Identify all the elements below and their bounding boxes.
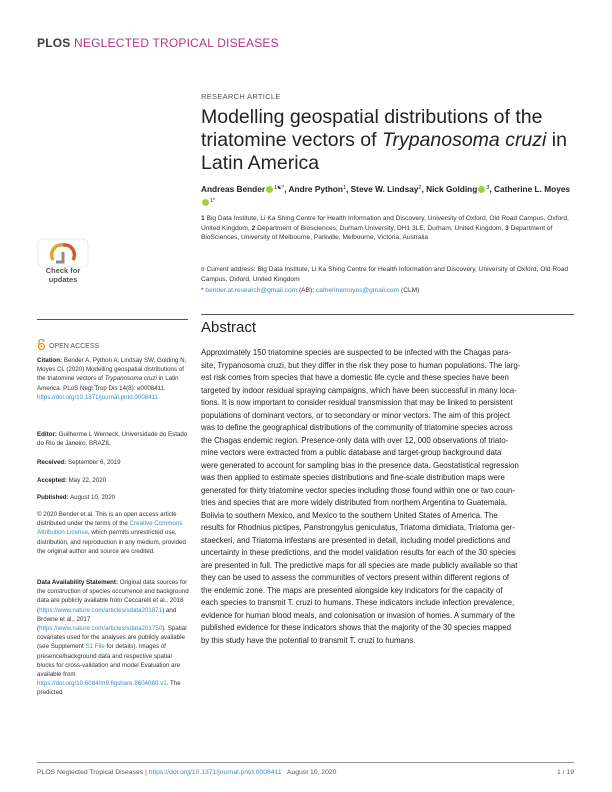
abstract-line: Bolivia to southern Mexico, and Mexico to the southern United States of America. The (201, 510, 498, 520)
abstract-line: generated for thirty triatomine vector species including those found within one or two coun- (201, 485, 515, 495)
email-link[interactable]: catherinemoyes@gmail.com (315, 287, 400, 294)
data-link-2[interactable]: https://www.nature.com/articles/sdata201750 (39, 625, 163, 633)
check-updates-label[interactable]: Check for updates (45, 266, 81, 284)
page-number: 1 / 19 (556, 769, 574, 776)
abstract-line: tries and species that are more widely distributed from northern Argentina to Guatemala, (201, 498, 508, 507)
affiliation-num: 3 (505, 224, 509, 232)
copyright-text-2: , which permits unrestricted use, distribution, and reproduction in any medium, provided the original author and source are credited. (37, 529, 186, 555)
orcid-icon[interactable] (478, 186, 485, 193)
title-part-2: in Latin America (201, 129, 567, 174)
abstract-line: was to define the geographical distributions of the community of triatomine species across (201, 423, 513, 432)
open-access (37, 339, 99, 350)
abstract-line: populations of dominant vectors, or to secondary or minor vectors. The aim of this project (201, 410, 510, 420)
author-sup: 1 (342, 185, 347, 191)
abstract-line: was then applied to estimate species distributions and fine-scale distribution maps were (201, 473, 505, 482)
email-link[interactable]: bender.at.research@gmail.com (205, 287, 298, 294)
author-name[interactable]: Nick Golding (426, 184, 478, 194)
abstract-line: they can be used to assess the communities of vectors present within different regions of (201, 573, 510, 582)
footer-doi-link[interactable]: https://doi.org/10.1371/journal.pntd.0008411 (148, 769, 282, 776)
author-sup: 3 (486, 185, 490, 191)
citation-label: Citation: (37, 357, 63, 364)
abstract-line: results for Rhodnius pictipes, Panstrongylus geniculatus, Triatoma dimidiata, Triatoma ger- (201, 523, 515, 532)
author-name[interactable]: Andre Python (288, 184, 343, 194)
email-tag: (CLM) (401, 287, 420, 294)
received-date: September 6, 2019 (67, 459, 121, 466)
data-link-3[interactable]: S1 File (85, 643, 105, 651)
published-date: August 10, 2020 (70, 494, 116, 501)
current-address: ¤ Current address: Big Data Institute, Li Ka Shing Centre for Health Information and Discovery, University of Oxford, Old Road Campus, Oxford, United Kingdom (201, 266, 569, 283)
open-access-label: OPEN ACCESS (49, 343, 100, 350)
abstract-line: published evidence for these indicators shows that the majority of the 30 species mapped (201, 623, 512, 632)
citation-text-2: in Latin America. PLoS Negl Trop Dis 14(8): e0008411. (37, 375, 179, 392)
abstract-line: are presented in full. The predictive maps for all species are made publicly available so that (201, 560, 518, 570)
author-sup: 2 (418, 185, 422, 191)
author-list: Andreas Bender $^{1☯*}$, Andre Python$^1$, Steve W. Lindsay$^2$, Nick Golding $^3$, Catherine L. Moyes$^{1*}$ (201, 184, 571, 204)
accepted-block (37, 476, 190, 485)
accepted-date: May 22, 2020 (68, 477, 107, 484)
data-availability-block (37, 578, 190, 698)
title-italic: Trypanosoma cruzi (382, 129, 547, 151)
abstract-line: Approximately 150 triatomine species are suspected to be infected with the Chagas para- (201, 348, 512, 357)
received-label: Received: (37, 459, 67, 466)
data-link-1[interactable]: https://www.nature.com/articles/sdata201871 (39, 606, 163, 614)
footer-journal: PLOS Neglected Tropical Diseases (37, 769, 144, 776)
main-divider (201, 314, 574, 315)
editor-text: Guilherme L Werneck, Universidade do Estado do Rio de Janeiro, BRAZIL (37, 431, 188, 448)
published-block (37, 493, 190, 502)
article-title (201, 106, 571, 175)
abstract-line: mine vectors were extracted from a public database and target-group background data (201, 448, 502, 457)
citation-doi-link[interactable]: https://doi.org/10.1371/journal.pntd.0008411 (37, 393, 158, 401)
corresponding-emails: * bender.at.research@gmail.com (AB); catherinemoyes@gmail.com (CLM) (201, 287, 420, 294)
affiliation-num: 2 (251, 224, 256, 232)
footer-date: August 10, 2020 (286, 769, 337, 776)
page-footer (37, 769, 336, 776)
author-name[interactable]: Andreas Bender (201, 184, 266, 194)
citation-text: Bender A, Python A, Lindsay SW, Golding N, Moyes CL (2020) Modelling geospatial distributions of the triatomine vectors of (37, 357, 187, 383)
article-type: RESEARCH ARTICLE (201, 92, 281, 101)
abstract-line: by this study have the potential to transmit T. cruzi to humans. (201, 635, 416, 645)
open-lock-icon (37, 339, 46, 350)
author-sup: 1* (210, 197, 216, 204)
affiliation-text: Department of Biosciences, Durham University, DH1 3LE, Durham, United Kingdom, (257, 224, 504, 232)
abstract-line: the Chagas endemic region. Presence-only data with over 12, 000 observations of triato- (201, 435, 509, 445)
footer-divider (37, 762, 574, 763)
author-name[interactable]: Steve W. Lindsay (350, 184, 419, 194)
data-text-4: for details). Images of presence/background data and respective spatial blocks for cross-validation and model Evaluation are available from (37, 643, 181, 679)
data-availability-label: Data Availability Statement: (37, 579, 119, 586)
check-updates-icon (37, 238, 89, 268)
license-link[interactable]: Creative Commons Attribution License (37, 520, 183, 537)
journal-prefix: PLOS (37, 36, 71, 50)
affiliation-text: Department of BioSciences, University of Melbourne, Parkville, Melbourne, Victoria, Australia (201, 224, 553, 242)
journal-header (37, 36, 279, 50)
abstract-line: est risk comes from species that have a domestic life cycle and these species have been (201, 373, 509, 382)
editor-block (37, 430, 190, 448)
data-text-3: ). Spatial covariates used for the analyses are publicly available (see Supplement (37, 625, 187, 651)
data-link-4[interactable]: https://doi.org/10.6084/m9.figshare.8604080.v1 (37, 680, 167, 688)
orcid-icon[interactable] (266, 186, 273, 193)
data-text-5: . The predicted (37, 680, 181, 697)
author-name[interactable]: Catherine L. Moyes (493, 184, 571, 194)
citation-italic: Trypanosoma cruzi (104, 375, 157, 383)
author-sup: 1☯* (274, 185, 285, 191)
data-text-2: ) and Browne et al., 2017 ( (37, 606, 177, 633)
abstract-heading: Abstract (201, 319, 257, 336)
accepted-label: Accepted: (37, 477, 67, 484)
abstract-line: evidence for human blood meals, and colonisation or invasion of homes. A summary of the (201, 610, 515, 620)
abstract-line: site, Trypanosoma cruzi, but they differ in the risk they pose to human populations. The larg- (201, 360, 521, 370)
footer-separator: | (145, 769, 147, 776)
affiliations (201, 214, 571, 243)
abstract-line: targeted by indoor residual spraying campaigns, which have been successful in many loca- (201, 385, 517, 395)
orcid-icon[interactable] (202, 199, 209, 206)
abstract-body (201, 347, 577, 647)
abstract-line: staeckeri, and Triatoma infestans are presented in detail, including model predictions and (201, 535, 511, 545)
editor-label: Editor: (37, 431, 57, 438)
sidebar-divider (37, 319, 188, 320)
affiliation-num: 1 (201, 215, 205, 222)
affiliation-text: Big Data Institute, Li Ka Shing Centre for Health Information and Discovery, University of Oxford, Old Road Campus, Oxford, United Kingdom, (201, 215, 569, 232)
data-text-1: Original data sources for the construction of species occurrence and background data are publicly available from Ceccarelli et al., 2018 ( (37, 579, 189, 614)
abstract-line: tions. It is now important to consider residual transmission that may be linked to persistent (201, 398, 513, 407)
abstract-line: were generated to account for sampling bias in the presence data. Geostatistical regression (201, 460, 519, 470)
journal-name: NEGLECTED TROPICAL DISEASES (74, 36, 279, 50)
copyright-block (37, 510, 190, 556)
published-label: Published: (37, 494, 69, 501)
abstract-line: uncertainty in these predictions, and the model validation results for each of the 30 species (201, 548, 516, 557)
received-block (37, 458, 190, 467)
copyright-text: © 2020 Bender et al. This is an open access article distributed under the terms of the (37, 511, 177, 528)
abstract-line: each species to transmit T. cruzi to humans. These indicators include infection prevalence, (201, 598, 515, 607)
email-tag: (AB); (298, 287, 315, 294)
title-part-1: Modelling geospatial distributions of the triatomine vectors of (201, 106, 543, 151)
abstract-line: the endemic zone. The maps are presented alongside key indicators for the capacity of (201, 585, 503, 595)
citation-block (37, 356, 190, 402)
